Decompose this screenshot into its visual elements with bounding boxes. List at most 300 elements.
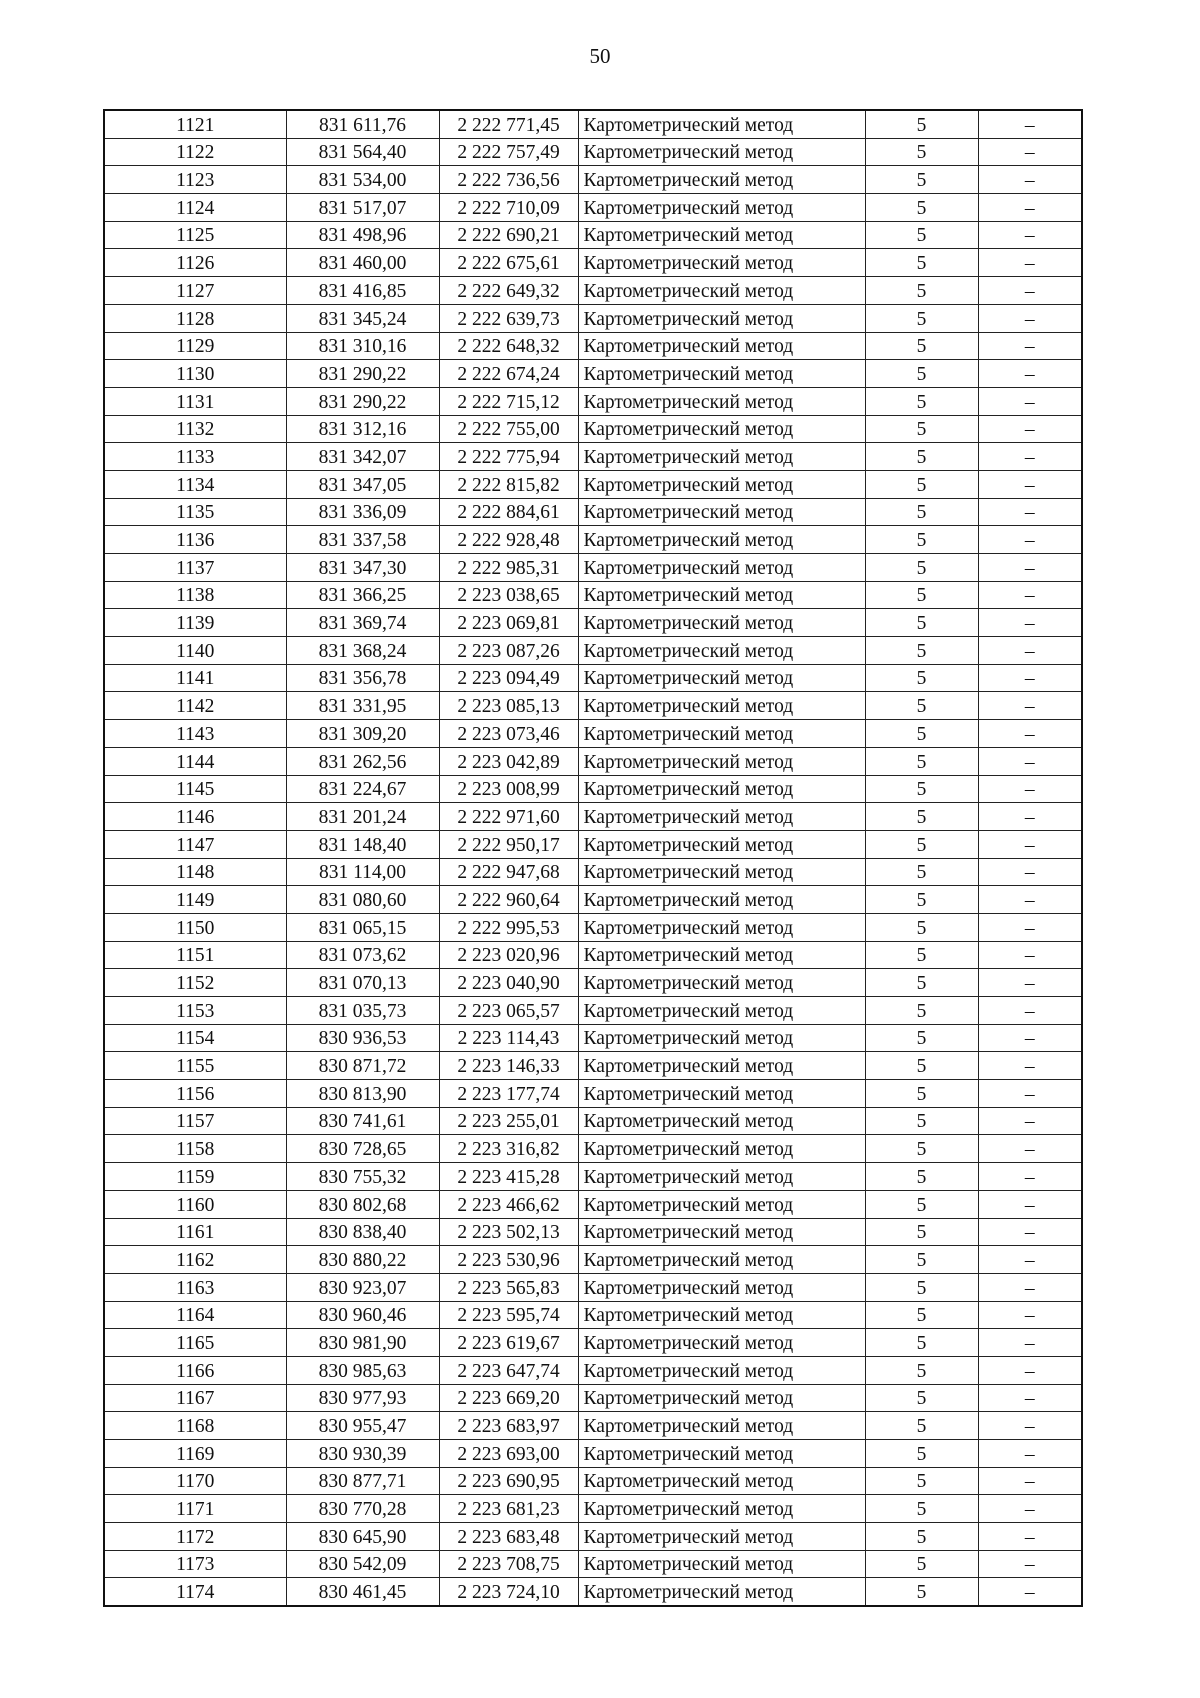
method-cell: Картометрический метод bbox=[578, 803, 865, 831]
x-coordinate-cell: 831 564,40 bbox=[286, 138, 439, 166]
table-row bbox=[104, 1356, 1082, 1384]
table-row bbox=[104, 1135, 1082, 1163]
x-coordinate-cell: 831 366,25 bbox=[286, 581, 439, 609]
method-cell: Картометрический метод bbox=[578, 554, 865, 582]
point-number-cell: 1153 bbox=[104, 997, 286, 1025]
x-coordinate-cell: 831 073,62 bbox=[286, 941, 439, 969]
table-row bbox=[104, 1523, 1082, 1551]
point-number-cell: 1133 bbox=[104, 443, 286, 471]
method-cell: Картометрический метод bbox=[578, 830, 865, 858]
table-row bbox=[104, 664, 1082, 692]
point-number-cell: 1164 bbox=[104, 1301, 286, 1329]
accuracy-cell: 5 bbox=[865, 747, 978, 775]
accuracy-cell: 5 bbox=[865, 1273, 978, 1301]
accuracy-cell: 5 bbox=[865, 1523, 978, 1551]
y-coordinate-cell: 2 222 757,49 bbox=[439, 138, 578, 166]
note-cell: – bbox=[978, 1107, 1082, 1135]
method-cell: Картометрический метод bbox=[578, 581, 865, 609]
note-cell: – bbox=[978, 138, 1082, 166]
table-row bbox=[104, 360, 1082, 388]
method-cell: Картометрический метод bbox=[578, 1107, 865, 1135]
table-row bbox=[104, 1495, 1082, 1523]
note-cell: – bbox=[978, 304, 1082, 332]
y-coordinate-cell: 2 223 466,62 bbox=[439, 1190, 578, 1218]
accuracy-cell: 5 bbox=[865, 166, 978, 194]
accuracy-cell: 5 bbox=[865, 775, 978, 803]
method-cell: Картометрический метод bbox=[578, 609, 865, 637]
table-row bbox=[104, 1301, 1082, 1329]
x-coordinate-cell: 831 498,96 bbox=[286, 221, 439, 249]
y-coordinate-cell: 2 222 755,00 bbox=[439, 415, 578, 443]
method-cell: Картометрический метод bbox=[578, 526, 865, 554]
note-cell: – bbox=[978, 969, 1082, 997]
method-cell: Картометрический метод bbox=[578, 886, 865, 914]
point-number-cell: 1156 bbox=[104, 1080, 286, 1108]
point-number-cell: 1161 bbox=[104, 1218, 286, 1246]
table-row bbox=[104, 775, 1082, 803]
table-row bbox=[104, 249, 1082, 277]
y-coordinate-cell: 2 223 669,20 bbox=[439, 1384, 578, 1412]
point-number-cell: 1142 bbox=[104, 692, 286, 720]
table-row bbox=[104, 1163, 1082, 1191]
accuracy-cell: 5 bbox=[865, 304, 978, 332]
table-row bbox=[104, 304, 1082, 332]
method-cell: Картометрический метод bbox=[578, 941, 865, 969]
note-cell: – bbox=[978, 1384, 1082, 1412]
x-coordinate-cell: 831 368,24 bbox=[286, 637, 439, 665]
coordinates-table-body bbox=[104, 110, 1082, 1606]
x-coordinate-cell: 830 880,22 bbox=[286, 1246, 439, 1274]
x-coordinate-cell: 831 290,22 bbox=[286, 387, 439, 415]
method-cell: Картометрический метод bbox=[578, 1163, 865, 1191]
x-coordinate-cell: 831 065,15 bbox=[286, 913, 439, 941]
y-coordinate-cell: 2 223 595,74 bbox=[439, 1301, 578, 1329]
y-coordinate-cell: 2 223 020,96 bbox=[439, 941, 578, 969]
accuracy-cell: 5 bbox=[865, 1440, 978, 1468]
x-coordinate-cell: 830 645,90 bbox=[286, 1523, 439, 1551]
note-cell: – bbox=[978, 1052, 1082, 1080]
x-coordinate-cell: 831 224,67 bbox=[286, 775, 439, 803]
method-cell: Картометрический метод bbox=[578, 747, 865, 775]
accuracy-cell: 5 bbox=[865, 1301, 978, 1329]
method-cell: Картометрический метод bbox=[578, 304, 865, 332]
table-row bbox=[104, 443, 1082, 471]
note-cell: – bbox=[978, 110, 1082, 138]
y-coordinate-cell: 2 223 114,43 bbox=[439, 1024, 578, 1052]
method-cell: Картометрический метод bbox=[578, 1218, 865, 1246]
note-cell: – bbox=[978, 1412, 1082, 1440]
x-coordinate-cell: 830 802,68 bbox=[286, 1190, 439, 1218]
accuracy-cell: 5 bbox=[865, 886, 978, 914]
method-cell: Картометрический метод bbox=[578, 166, 865, 194]
y-coordinate-cell: 2 222 649,32 bbox=[439, 277, 578, 305]
table-row bbox=[104, 221, 1082, 249]
accuracy-cell: 5 bbox=[865, 1080, 978, 1108]
note-cell: – bbox=[978, 913, 1082, 941]
table-row bbox=[104, 1024, 1082, 1052]
accuracy-cell: 5 bbox=[865, 1412, 978, 1440]
x-coordinate-cell: 831 356,78 bbox=[286, 664, 439, 692]
x-coordinate-cell: 831 347,30 bbox=[286, 554, 439, 582]
note-cell: – bbox=[978, 249, 1082, 277]
x-coordinate-cell: 830 813,90 bbox=[286, 1080, 439, 1108]
x-coordinate-cell: 831 336,09 bbox=[286, 498, 439, 526]
x-coordinate-cell: 830 755,32 bbox=[286, 1163, 439, 1191]
y-coordinate-cell: 2 223 255,01 bbox=[439, 1107, 578, 1135]
table-row bbox=[104, 941, 1082, 969]
table-row bbox=[104, 720, 1082, 748]
y-coordinate-cell: 2 223 085,13 bbox=[439, 692, 578, 720]
method-cell: Картометрический метод bbox=[578, 138, 865, 166]
point-number-cell: 1147 bbox=[104, 830, 286, 858]
accuracy-cell: 5 bbox=[865, 1356, 978, 1384]
method-cell: Картометрический метод bbox=[578, 997, 865, 1025]
point-number-cell: 1143 bbox=[104, 720, 286, 748]
y-coordinate-cell: 2 222 715,12 bbox=[439, 387, 578, 415]
accuracy-cell: 5 bbox=[865, 1024, 978, 1052]
point-number-cell: 1144 bbox=[104, 747, 286, 775]
accuracy-cell: 5 bbox=[865, 194, 978, 222]
note-cell: – bbox=[978, 1550, 1082, 1578]
method-cell: Картометрический метод bbox=[578, 360, 865, 388]
y-coordinate-cell: 2 223 565,83 bbox=[439, 1273, 578, 1301]
accuracy-cell: 5 bbox=[865, 692, 978, 720]
x-coordinate-cell: 830 877,71 bbox=[286, 1467, 439, 1495]
note-cell: – bbox=[978, 166, 1082, 194]
point-number-cell: 1129 bbox=[104, 332, 286, 360]
x-coordinate-cell: 830 955,47 bbox=[286, 1412, 439, 1440]
note-cell: – bbox=[978, 858, 1082, 886]
y-coordinate-cell: 2 222 947,68 bbox=[439, 858, 578, 886]
accuracy-cell: 5 bbox=[865, 387, 978, 415]
x-coordinate-cell: 830 542,09 bbox=[286, 1550, 439, 1578]
method-cell: Картометрический метод bbox=[578, 221, 865, 249]
accuracy-cell: 5 bbox=[865, 110, 978, 138]
accuracy-cell: 5 bbox=[865, 1218, 978, 1246]
y-coordinate-cell: 2 223 038,65 bbox=[439, 581, 578, 609]
method-cell: Картометрический метод bbox=[578, 1356, 865, 1384]
page-number: 50 bbox=[589, 44, 611, 68]
note-cell: – bbox=[978, 803, 1082, 831]
note-cell: – bbox=[978, 997, 1082, 1025]
y-coordinate-cell: 2 223 415,28 bbox=[439, 1163, 578, 1191]
y-coordinate-cell: 2 222 928,48 bbox=[439, 526, 578, 554]
y-coordinate-cell: 2 223 040,90 bbox=[439, 969, 578, 997]
method-cell: Картометрический метод bbox=[578, 415, 865, 443]
point-number-cell: 1163 bbox=[104, 1273, 286, 1301]
accuracy-cell: 5 bbox=[865, 609, 978, 637]
note-cell: – bbox=[978, 387, 1082, 415]
note-cell: – bbox=[978, 443, 1082, 471]
x-coordinate-cell: 831 201,24 bbox=[286, 803, 439, 831]
x-coordinate-cell: 831 337,58 bbox=[286, 526, 439, 554]
method-cell: Картометрический метод bbox=[578, 1578, 865, 1606]
point-number-cell: 1150 bbox=[104, 913, 286, 941]
method-cell: Картометрический метод bbox=[578, 387, 865, 415]
point-number-cell: 1134 bbox=[104, 470, 286, 498]
table-row bbox=[104, 1440, 1082, 1468]
method-cell: Картометрический метод bbox=[578, 332, 865, 360]
table-row bbox=[104, 1273, 1082, 1301]
point-number-cell: 1171 bbox=[104, 1495, 286, 1523]
point-number-cell: 1166 bbox=[104, 1356, 286, 1384]
y-coordinate-cell: 2 223 693,00 bbox=[439, 1440, 578, 1468]
point-number-cell: 1155 bbox=[104, 1052, 286, 1080]
table-row bbox=[104, 1080, 1082, 1108]
x-coordinate-cell: 831 345,24 bbox=[286, 304, 439, 332]
point-number-cell: 1136 bbox=[104, 526, 286, 554]
accuracy-cell: 5 bbox=[865, 1384, 978, 1412]
point-number-cell: 1158 bbox=[104, 1135, 286, 1163]
table-row bbox=[104, 1467, 1082, 1495]
y-coordinate-cell: 2 223 502,13 bbox=[439, 1218, 578, 1246]
note-cell: – bbox=[978, 886, 1082, 914]
table-row bbox=[104, 1412, 1082, 1440]
y-coordinate-cell: 2 222 950,17 bbox=[439, 830, 578, 858]
table-row bbox=[104, 637, 1082, 665]
method-cell: Картометрический метод bbox=[578, 637, 865, 665]
x-coordinate-cell: 831 114,00 bbox=[286, 858, 439, 886]
method-cell: Картометрический метод bbox=[578, 1246, 865, 1274]
y-coordinate-cell: 2 222 995,53 bbox=[439, 913, 578, 941]
accuracy-cell: 5 bbox=[865, 1135, 978, 1163]
point-number-cell: 1131 bbox=[104, 387, 286, 415]
y-coordinate-cell: 2 223 069,81 bbox=[439, 609, 578, 637]
method-cell: Картометрический метод bbox=[578, 969, 865, 997]
x-coordinate-cell: 831 035,73 bbox=[286, 997, 439, 1025]
method-cell: Картометрический метод bbox=[578, 1412, 865, 1440]
accuracy-cell: 5 bbox=[865, 1495, 978, 1523]
note-cell: – bbox=[978, 720, 1082, 748]
point-number-cell: 1137 bbox=[104, 554, 286, 582]
point-number-cell: 1173 bbox=[104, 1550, 286, 1578]
accuracy-cell: 5 bbox=[865, 1107, 978, 1135]
note-cell: – bbox=[978, 830, 1082, 858]
note-cell: – bbox=[978, 1024, 1082, 1052]
method-cell: Картометрический метод bbox=[578, 1080, 865, 1108]
method-cell: Картометрический метод bbox=[578, 858, 865, 886]
y-coordinate-cell: 2 222 674,24 bbox=[439, 360, 578, 388]
accuracy-cell: 5 bbox=[865, 1550, 978, 1578]
table-row bbox=[104, 498, 1082, 526]
table-row bbox=[104, 803, 1082, 831]
coordinates-table bbox=[103, 109, 1083, 1607]
point-number-cell: 1154 bbox=[104, 1024, 286, 1052]
point-number-cell: 1128 bbox=[104, 304, 286, 332]
point-number-cell: 1145 bbox=[104, 775, 286, 803]
accuracy-cell: 5 bbox=[865, 1052, 978, 1080]
x-coordinate-cell: 831 148,40 bbox=[286, 830, 439, 858]
x-coordinate-cell: 831 310,16 bbox=[286, 332, 439, 360]
method-cell: Картометрический метод bbox=[578, 692, 865, 720]
accuracy-cell: 5 bbox=[865, 664, 978, 692]
x-coordinate-cell: 831 534,00 bbox=[286, 166, 439, 194]
y-coordinate-cell: 2 223 177,74 bbox=[439, 1080, 578, 1108]
note-cell: – bbox=[978, 1578, 1082, 1606]
note-cell: – bbox=[978, 1329, 1082, 1357]
y-coordinate-cell: 2 223 008,99 bbox=[439, 775, 578, 803]
table-row bbox=[104, 554, 1082, 582]
point-number-cell: 1174 bbox=[104, 1578, 286, 1606]
table-row bbox=[104, 886, 1082, 914]
method-cell: Картометрический метод bbox=[578, 664, 865, 692]
note-cell: – bbox=[978, 360, 1082, 388]
note-cell: – bbox=[978, 775, 1082, 803]
table-row bbox=[104, 277, 1082, 305]
point-number-cell: 1139 bbox=[104, 609, 286, 637]
x-coordinate-cell: 830 923,07 bbox=[286, 1273, 439, 1301]
note-cell: – bbox=[978, 1273, 1082, 1301]
table-row bbox=[104, 913, 1082, 941]
x-coordinate-cell: 830 741,61 bbox=[286, 1107, 439, 1135]
accuracy-cell: 5 bbox=[865, 1163, 978, 1191]
accuracy-cell: 5 bbox=[865, 360, 978, 388]
point-number-cell: 1172 bbox=[104, 1523, 286, 1551]
y-coordinate-cell: 2 222 960,64 bbox=[439, 886, 578, 914]
table-row bbox=[104, 138, 1082, 166]
table-row bbox=[104, 692, 1082, 720]
point-number-cell: 1121 bbox=[104, 110, 286, 138]
point-number-cell: 1123 bbox=[104, 166, 286, 194]
y-coordinate-cell: 2 223 724,10 bbox=[439, 1578, 578, 1606]
y-coordinate-cell: 2 222 675,61 bbox=[439, 249, 578, 277]
x-coordinate-cell: 831 309,20 bbox=[286, 720, 439, 748]
y-coordinate-cell: 2 223 647,74 bbox=[439, 1356, 578, 1384]
point-number-cell: 1126 bbox=[104, 249, 286, 277]
point-number-cell: 1140 bbox=[104, 637, 286, 665]
point-number-cell: 1162 bbox=[104, 1246, 286, 1274]
accuracy-cell: 5 bbox=[865, 498, 978, 526]
x-coordinate-cell: 830 977,93 bbox=[286, 1384, 439, 1412]
table-row bbox=[104, 166, 1082, 194]
y-coordinate-cell: 2 222 971,60 bbox=[439, 803, 578, 831]
point-number-cell: 1122 bbox=[104, 138, 286, 166]
table-row bbox=[104, 1190, 1082, 1218]
method-cell: Картометрический метод bbox=[578, 1301, 865, 1329]
accuracy-cell: 5 bbox=[865, 941, 978, 969]
table-row bbox=[104, 858, 1082, 886]
point-number-cell: 1152 bbox=[104, 969, 286, 997]
note-cell: – bbox=[978, 554, 1082, 582]
note-cell: – bbox=[978, 1440, 1082, 1468]
note-cell: – bbox=[978, 194, 1082, 222]
accuracy-cell: 5 bbox=[865, 443, 978, 471]
x-coordinate-cell: 830 936,53 bbox=[286, 1024, 439, 1052]
x-coordinate-cell: 830 461,45 bbox=[286, 1578, 439, 1606]
y-coordinate-cell: 2 222 736,56 bbox=[439, 166, 578, 194]
point-number-cell: 1169 bbox=[104, 1440, 286, 1468]
note-cell: – bbox=[978, 637, 1082, 665]
y-coordinate-cell: 2 223 690,95 bbox=[439, 1467, 578, 1495]
method-cell: Картометрический метод bbox=[578, 1052, 865, 1080]
point-number-cell: 1135 bbox=[104, 498, 286, 526]
accuracy-cell: 5 bbox=[865, 1467, 978, 1495]
method-cell: Картометрический метод bbox=[578, 1384, 865, 1412]
accuracy-cell: 5 bbox=[865, 1190, 978, 1218]
accuracy-cell: 5 bbox=[865, 913, 978, 941]
y-coordinate-cell: 2 223 708,75 bbox=[439, 1550, 578, 1578]
accuracy-cell: 5 bbox=[865, 1578, 978, 1606]
method-cell: Картометрический метод bbox=[578, 1495, 865, 1523]
note-cell: – bbox=[978, 664, 1082, 692]
note-cell: – bbox=[978, 941, 1082, 969]
point-number-cell: 1124 bbox=[104, 194, 286, 222]
y-coordinate-cell: 2 222 710,09 bbox=[439, 194, 578, 222]
note-cell: – bbox=[978, 1467, 1082, 1495]
point-number-cell: 1157 bbox=[104, 1107, 286, 1135]
table-row bbox=[104, 830, 1082, 858]
x-coordinate-cell: 830 960,46 bbox=[286, 1301, 439, 1329]
note-cell: – bbox=[978, 581, 1082, 609]
point-number-cell: 1132 bbox=[104, 415, 286, 443]
y-coordinate-cell: 2 222 771,45 bbox=[439, 110, 578, 138]
method-cell: Картометрический метод bbox=[578, 1523, 865, 1551]
note-cell: – bbox=[978, 1218, 1082, 1246]
y-coordinate-cell: 2 223 316,82 bbox=[439, 1135, 578, 1163]
accuracy-cell: 5 bbox=[865, 470, 978, 498]
note-cell: – bbox=[978, 1356, 1082, 1384]
note-cell: – bbox=[978, 747, 1082, 775]
y-coordinate-cell: 2 222 648,32 bbox=[439, 332, 578, 360]
note-cell: – bbox=[978, 221, 1082, 249]
table-row bbox=[104, 387, 1082, 415]
note-cell: – bbox=[978, 526, 1082, 554]
point-number-cell: 1165 bbox=[104, 1329, 286, 1357]
method-cell: Картометрический метод bbox=[578, 1135, 865, 1163]
x-coordinate-cell: 830 838,40 bbox=[286, 1218, 439, 1246]
method-cell: Картометрический метод bbox=[578, 913, 865, 941]
table-row bbox=[104, 1052, 1082, 1080]
note-cell: – bbox=[978, 1301, 1082, 1329]
note-cell: – bbox=[978, 1246, 1082, 1274]
accuracy-cell: 5 bbox=[865, 1246, 978, 1274]
x-coordinate-cell: 831 342,07 bbox=[286, 443, 439, 471]
y-coordinate-cell: 2 222 775,94 bbox=[439, 443, 578, 471]
y-coordinate-cell: 2 223 683,97 bbox=[439, 1412, 578, 1440]
x-coordinate-cell: 831 347,05 bbox=[286, 470, 439, 498]
x-coordinate-cell: 831 080,60 bbox=[286, 886, 439, 914]
method-cell: Картометрический метод bbox=[578, 443, 865, 471]
y-coordinate-cell: 2 223 619,67 bbox=[439, 1329, 578, 1357]
method-cell: Картометрический метод bbox=[578, 1467, 865, 1495]
accuracy-cell: 5 bbox=[865, 1329, 978, 1357]
note-cell: – bbox=[978, 415, 1082, 443]
point-number-cell: 1138 bbox=[104, 581, 286, 609]
point-number-cell: 1149 bbox=[104, 886, 286, 914]
x-coordinate-cell: 831 517,07 bbox=[286, 194, 439, 222]
table-row bbox=[104, 747, 1082, 775]
x-coordinate-cell: 831 290,22 bbox=[286, 360, 439, 388]
x-coordinate-cell: 830 930,39 bbox=[286, 1440, 439, 1468]
accuracy-cell: 5 bbox=[865, 332, 978, 360]
accuracy-cell: 5 bbox=[865, 637, 978, 665]
y-coordinate-cell: 2 222 815,82 bbox=[439, 470, 578, 498]
y-coordinate-cell: 2 222 639,73 bbox=[439, 304, 578, 332]
y-coordinate-cell: 2 223 065,57 bbox=[439, 997, 578, 1025]
y-coordinate-cell: 2 222 884,61 bbox=[439, 498, 578, 526]
note-cell: – bbox=[978, 1080, 1082, 1108]
method-cell: Картометрический метод bbox=[578, 1440, 865, 1468]
note-cell: – bbox=[978, 609, 1082, 637]
point-number-cell: 1125 bbox=[104, 221, 286, 249]
note-cell: – bbox=[978, 1495, 1082, 1523]
method-cell: Картометрический метод bbox=[578, 249, 865, 277]
y-coordinate-cell: 2 223 681,23 bbox=[439, 1495, 578, 1523]
point-number-cell: 1127 bbox=[104, 277, 286, 305]
table-row bbox=[104, 1107, 1082, 1135]
x-coordinate-cell: 831 262,56 bbox=[286, 747, 439, 775]
point-number-cell: 1167 bbox=[104, 1384, 286, 1412]
